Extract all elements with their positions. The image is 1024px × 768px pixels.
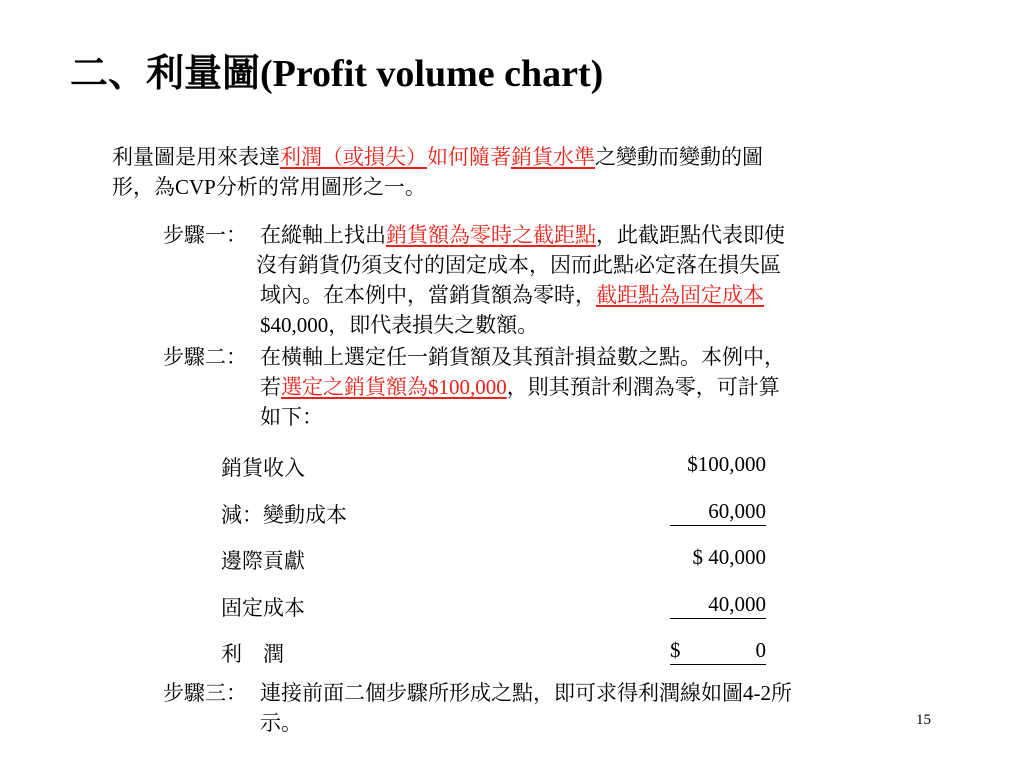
step-two-label: 步驟二： <box>163 345 247 369</box>
calc-item-label: 利 潤 <box>221 642 284 666</box>
calc-row-variable-cost <box>221 495 766 542</box>
step-one-line2: 沒有銷貨仍須支付的固定成本，因而此點必定落在損失區 <box>256 253 781 277</box>
calc-item-label: 減：變動成本 <box>221 502 347 527</box>
intro-text-line2: 形，為CVP分析的常用圖形之一。 <box>112 175 426 199</box>
calc-item-label: 銷貨收入 <box>221 456 305 480</box>
calc-row-contribution-margin <box>221 541 766 588</box>
intro-highlight-profit: 利潤（或損失） <box>280 145 427 169</box>
step-one-line3-text: 域內。在本例中，當銷貨額為零時， <box>260 283 596 307</box>
step-two-line1: 在橫軸上選定任一銷貨額及其預計損益數之點。本例中， <box>260 345 785 369</box>
step-three-line2: 示。 <box>260 711 302 735</box>
calc-dollar-sign: $ <box>670 638 681 662</box>
step-two <box>163 342 923 432</box>
step-two-line3: 如下： <box>260 405 323 429</box>
step-one-highlight-fixed-cost: 截距點為固定成本 <box>596 283 764 307</box>
step-one-text-b: ，此截距點代表即使 <box>596 223 785 247</box>
step-three <box>163 678 923 738</box>
calc-profit-value: 0 <box>755 638 766 662</box>
calc-row-profit <box>221 634 766 681</box>
step-one-highlight-intercept: 銷貨額為零時之截距點 <box>386 223 596 247</box>
calc-amount <box>670 638 766 665</box>
intro-text-2: 如何隨著 <box>427 145 511 169</box>
calc-amount: 40,000 <box>670 592 766 619</box>
profit-calculation-table <box>221 448 766 681</box>
page-number: 15 <box>916 712 931 728</box>
step-one-text-a: 在縱軸上找出 <box>260 223 386 247</box>
intro-paragraph <box>112 142 912 202</box>
calc-amount: $ 40,000 <box>692 545 766 569</box>
intro-highlight-sales-level: 銷貨水準 <box>511 145 595 169</box>
calc-row-fixed-cost <box>221 588 766 635</box>
step-one-line1 <box>260 220 923 250</box>
step-three-label: 步驟三： <box>163 681 247 705</box>
calc-amount: 60,000 <box>670 499 766 526</box>
step-two-text-a: 若 <box>260 375 281 399</box>
slide-title: 二、利量圖(Profit volume chart) <box>70 53 604 95</box>
step-two-text-b: ，則其預計利潤為零，可計算 <box>506 375 780 399</box>
calc-amount: $100,000 <box>687 452 766 476</box>
step-two-highlight-sales: 選定之銷貨額為$100,000 <box>281 375 507 399</box>
step-one-label: 步驟一： <box>163 223 247 247</box>
step-one <box>163 220 923 340</box>
step-two-line2 <box>260 372 923 402</box>
step-one-line3 <box>260 280 923 310</box>
step-one-line4: $40,000，即代表損失之數額。 <box>260 313 539 337</box>
intro-text-3: 之變動而變動的圖 <box>595 145 763 169</box>
calc-item-label: 邊際貢獻 <box>221 549 305 573</box>
calc-item-label: 固定成本 <box>221 595 305 620</box>
calc-row-sales <box>221 448 766 495</box>
step-three-line1: 連接前面二個步驟所形成之點，即可求得利潤線如圖4-2所 <box>260 681 792 705</box>
intro-text-1: 利量圖是用來表達 <box>112 145 280 169</box>
